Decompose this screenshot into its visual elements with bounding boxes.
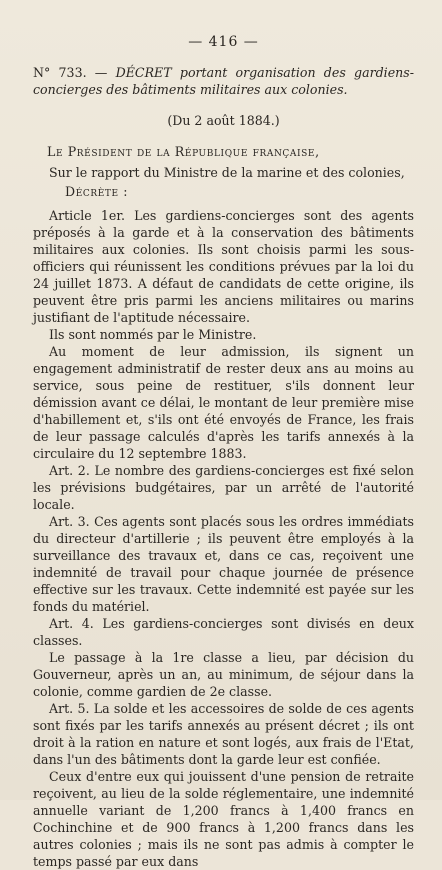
report-line: Sur le rapport du Ministre de la marine et des colonies, [49,165,405,180]
article-1-nomination: Ils sont nommés par le Ministre. [49,327,257,342]
decree-title-keyword: DÉCRET [115,65,172,80]
president-line: Le Président de la République française, [47,144,320,159]
decree-title: portant organisation des gardiens-concierges des bâtiments militaires aux colonies. [33,65,414,97]
decree-word: Décrète : [65,184,129,199]
article-4: Art. 4. Les gardiens-concierges sont divisés en deux classes. [33,616,414,648]
decree-heading [33,64,414,98]
page-number: — 416 — [188,34,259,50]
article-4-passage: Le passage à la 1re classe a lieu, par décision du Gouverneur, après un an, au minimum, de séjour dans la colonie, comme gardien de 2e classe. [33,650,414,699]
article-1: Article 1er. Les gardiens-concierges sont des agents préposés à la garde et à la conservation des bâtiments militaires aux colonies. Ils sont choisis parmi les sous-officiers qui réunissent les conditions prévues par la loi du 24 juillet 1873. A défaut de candidats de cette origine, ils peuvent être pris parmi les anciens militaires ou marins justifiant de l'aptitude nécessaire. [33,208,414,325]
article-2: Art. 2. Le nombre des gardiens-concierges est fixé selon les prévisions budgétaires, par un arrêté de l'autorité locale. [33,463,414,512]
article-1-admission: Au moment de leur admission, ils signent un engagement administratif de rester deux ans au moins au service, sous peine de restituer, s'ils donnent leur démission avant ce délai, le montant de leur première mise d'habillement et, s'ils ont été envoyés de France, les frais de leur passage calculés d'après les tarifs annexés à la circulaire du 12 septembre 1883. [33,344,414,461]
article-5: Art. 5. La solde et les accessoires de solde de ces agents sont fixés par les tarifs annexés au présent décret ; ils ont droit à la ration en nature et sont logés, aux frais de l'Etat, dans l'un des bâtiments dont la garde leur est confiée. [33,701,414,767]
article-5-pension: Ceux d'entre eux qui jouissent d'une pension de retraite reçoivent, au lieu de la solde réglementaire, une indemnité annuelle variant de 1,200 francs à 1,400 francs en Cochinchine et de 900 francs à 1,200 francs dans les autres colonies ; mais ils ne sont pas admis à compter le temps passé par eux dans [33,769,414,869]
article-3: Art. 3. Ces agents sont placés sous les ordres immédiats du directeur d'artillerie ; ils peuvent être employés à la surveillance des travaux et, dans ce cas, reçoivent une indemnité de travail pour chaque journée de présence effective sur les travaux. Cette indemnité est payée sur les fonds du matériel. [33,514,414,614]
decree-date: (Du 2 août 1884.) [167,113,280,128]
decree-number: N° 733. — [33,65,108,80]
